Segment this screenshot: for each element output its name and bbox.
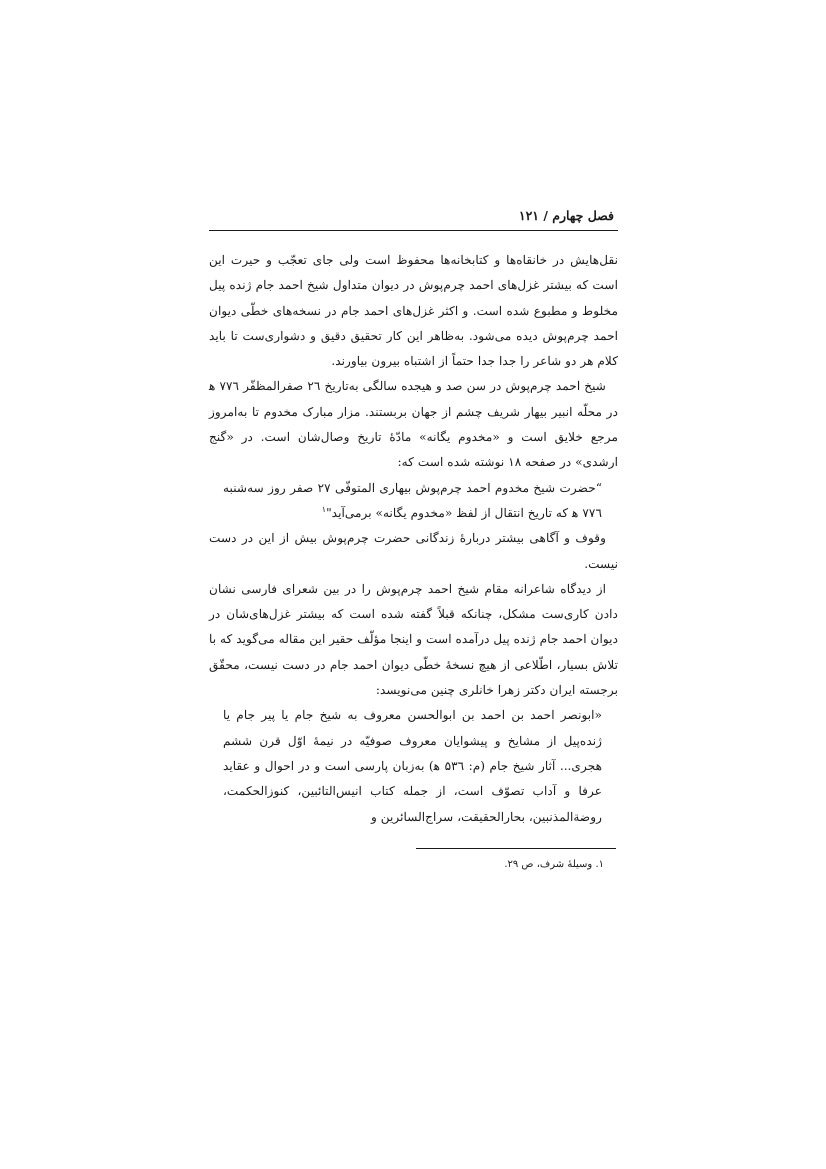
- footnote-reference: ۱: [321, 504, 327, 514]
- running-title: فصل چهارم / ۱۲۱: [518, 207, 614, 223]
- quote-text: “حضرت شیخ مخدوم احمد چرم‌پوش بیهاری المتوفّی ۲۷ صفر روز سه‌شنبه ۷۷٦ ﻫ که تاریخ انتقال از لفظ «مخدوم یگانه» برمی‌آید": [223, 480, 602, 520]
- block-quote: [209, 476, 618, 527]
- paragraph: شیخ احمد چرم‌پوش در سن صد و هیجده سالگی به‌تاریخ ۲٦ صفرالمظفّر ۷۷٦ ﻫ در محلّه انبیر بیهار شریف چشم از جهان بربستند. مزار مبارک مخدوم تا به‌امروز مرجع خلایق است و «مخدوم یگانه» مادّهٔ تاریخ وصال‌شان است. در «گنج ارشدی» در صفحه ۱۸ نوشته شده است که:: [209, 379, 618, 470]
- block-quote: «ابونصر احمد بن احمد بن ابوالحسن معروف به شیخ جام یا پیر جام یا ژنده‌پیل از مشایخ و پیشوایان معروف صوفیّه در نیمهٔ اوّل قرن ششم هجری... آثار شیخ جام (م: ۵۳٦ ﻫ) به‌زبان پارسی است و در احوال و عقاید عرفا و آداب تصوّف است، از جمله کتاب انیس‌التائبین، کنوزالحکمت، روضة‌المذنبین، بحارالحقیقت، سراج‌السائرین و: [223, 708, 602, 824]
- paragraph: نقل‌هایش در خانقاه‌ها و کتابخانه‌ها محفوظ است ولی جای تعجّب و حیرت این است که بیشتر غزل‌های احمد چرم‌پوش در دیوان متداول شیخ احمد جام ژنده پیل مخلوط و مطبوع شده است. و اکثر غزل‌های احمد جام در نسخه‌های خطّی دیوان احمد چرم‌پوش دیده می‌شود. به‌ظاهر این کار تحقیق دقیق و دشواری‌ست تا باید کلام هر دو شاعر را جدا جدا حتماً از اشتباه بیرون بیاورند.: [209, 253, 618, 369]
- running-header: [209, 200, 618, 231]
- footnote-separator: [416, 848, 616, 849]
- book-page: [209, 200, 618, 870]
- body-text: [209, 248, 618, 830]
- footnote: ۱. وسیلهٔ شرف، ص ۲۹.: [504, 858, 604, 870]
- paragraph: وقوف و آگاهی بیشتر دربارهٔ زندگانی حضرت چرم‌پوش بیش از این در دست نیست.: [209, 531, 618, 571]
- paragraph: از دیدگاه شاعرانه مقام شیخ احمد چرم‌پوش را در بین شعرای فارسی نشان دادن کاری‌ست مشکل، چنانکه قبلاً گفته شده است که بیشتر غزل‌های‌شان در دیوان احمد جام ژنده پیل درآمده است و اینجا مؤلّف حقیر این مقاله می‌گوید که با تلاش بسیار، اطّلاعی از هیچ نسخهٔ خطّی دیوان احمد جام در دست نیست، محقّق برجسته ایران دکتر زهرا خانلری چنین می‌نویسد:: [209, 581, 618, 698]
